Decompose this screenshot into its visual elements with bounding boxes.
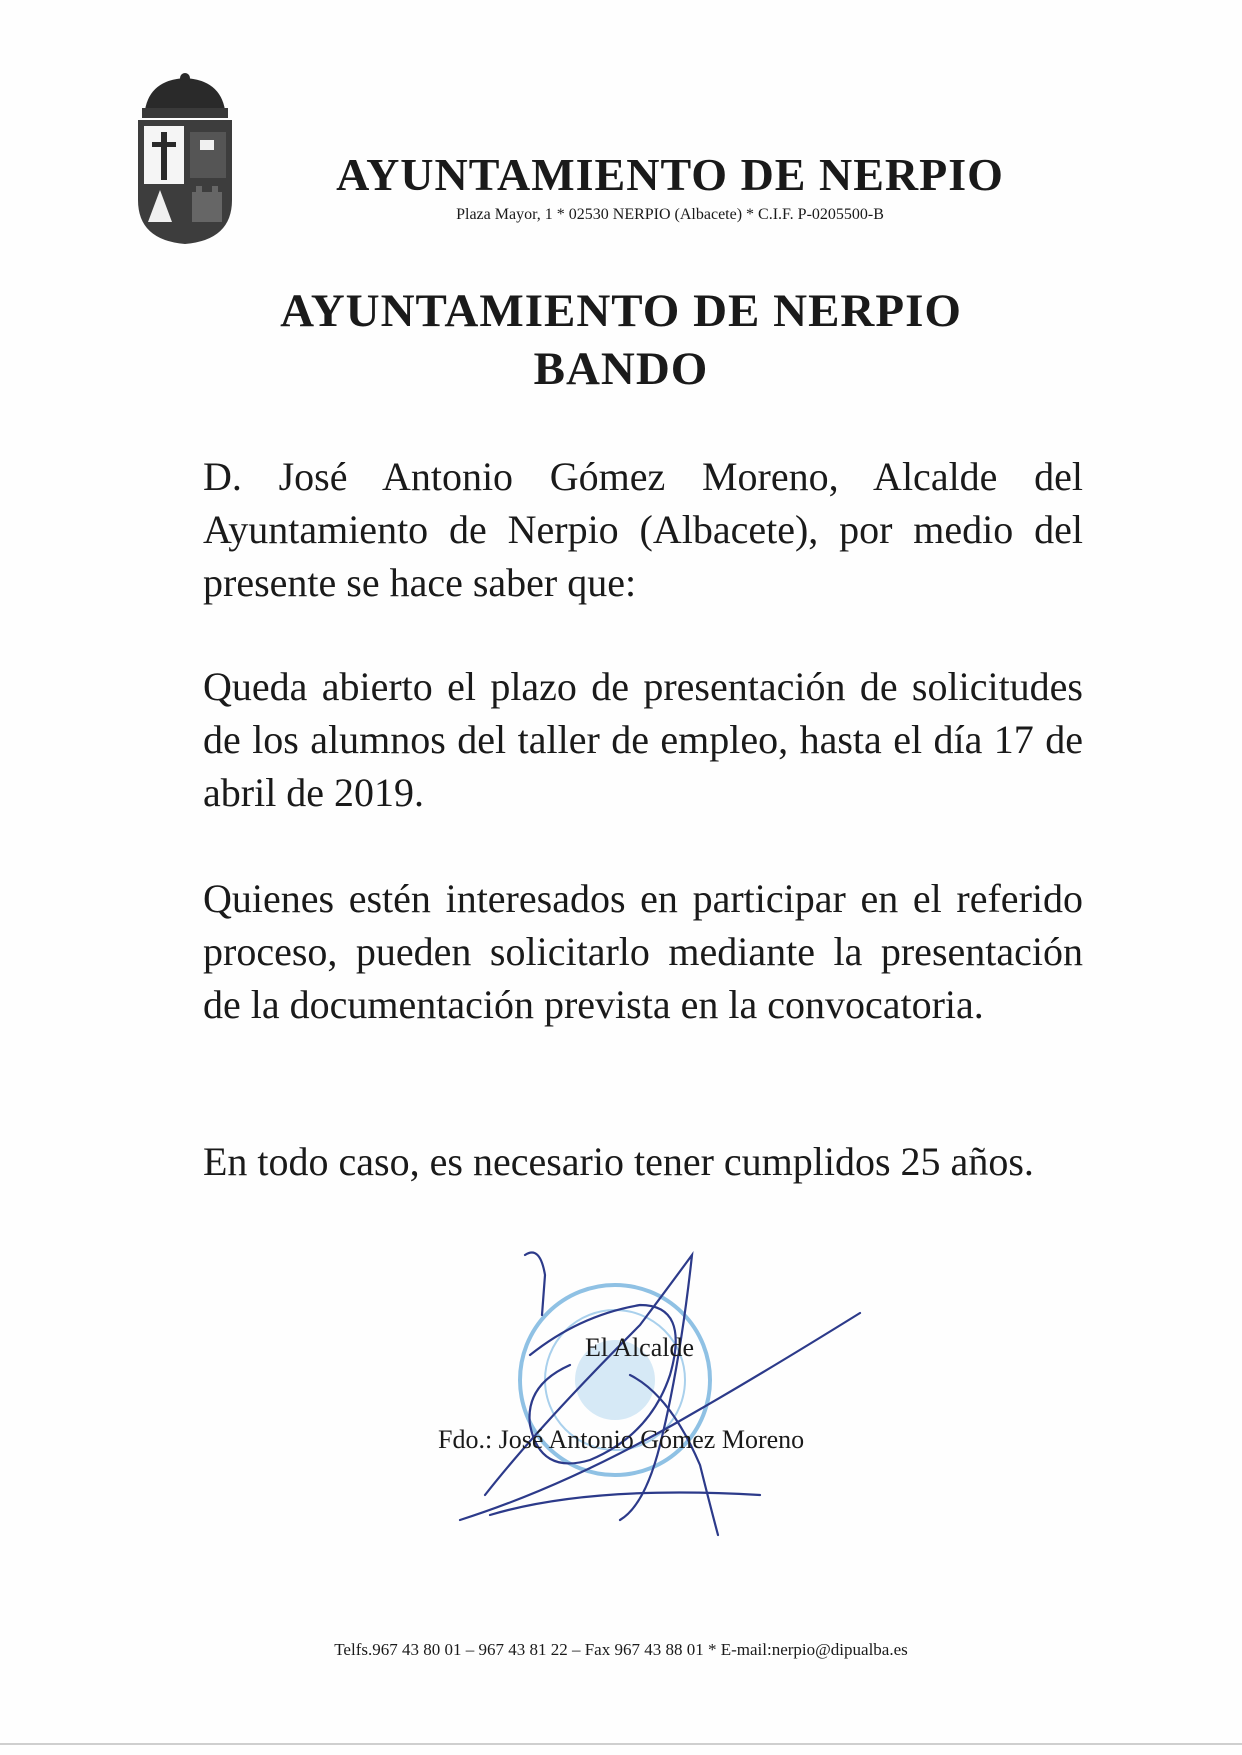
footer-contact: Telfs.967 43 80 01 – 967 43 81 22 – Fax 967 43 88 01 * E-mail:nerpio@dipualba.es bbox=[334, 1640, 908, 1659]
signature-block bbox=[430, 1245, 890, 1545]
paragraph-deadline: Queda abierto el plazo de presentación de solicitudes de los alumnos del taller de empleo, hasta el día 17 de abril de 2019. bbox=[203, 664, 1083, 815]
header-title: AYUNTAMIENTO DE NERPIO bbox=[336, 149, 1004, 200]
header-address: Plaza Mayor, 1 * 02530 NERPIO (Albacete) * C.I.F. P-0205500-B bbox=[456, 206, 884, 223]
official-stamp-and-signature bbox=[430, 1245, 890, 1545]
signature-role: El Alcalde bbox=[585, 1333, 695, 1362]
paragraph-how-to-apply: Quienes estén interesados en participar en el referido proceso, pueden solicitarlo mediante la presentación de la documentación prevista en la convocatoria. bbox=[203, 876, 1083, 1027]
document-title-line1: AYUNTAMIENTO DE NERPIO bbox=[280, 285, 962, 337]
document-title bbox=[0, 282, 1242, 398]
paragraph-intro: D. José Antonio Gómez Moreno, Alcalde del Ayuntamiento de Nerpio (Albacete), por medio del presente se hace saber que: bbox=[203, 454, 1083, 605]
coat-of-arms-icon bbox=[130, 72, 240, 247]
signature-name: Fdo.: José Antonio Gómez Moreno bbox=[438, 1425, 805, 1454]
bottom-divider bbox=[0, 1743, 1242, 1745]
document-title-line2: BANDO bbox=[533, 343, 709, 395]
paragraph-age-requirement: En todo caso, es necesario tener cumplidos 25 años. bbox=[203, 1139, 1034, 1184]
